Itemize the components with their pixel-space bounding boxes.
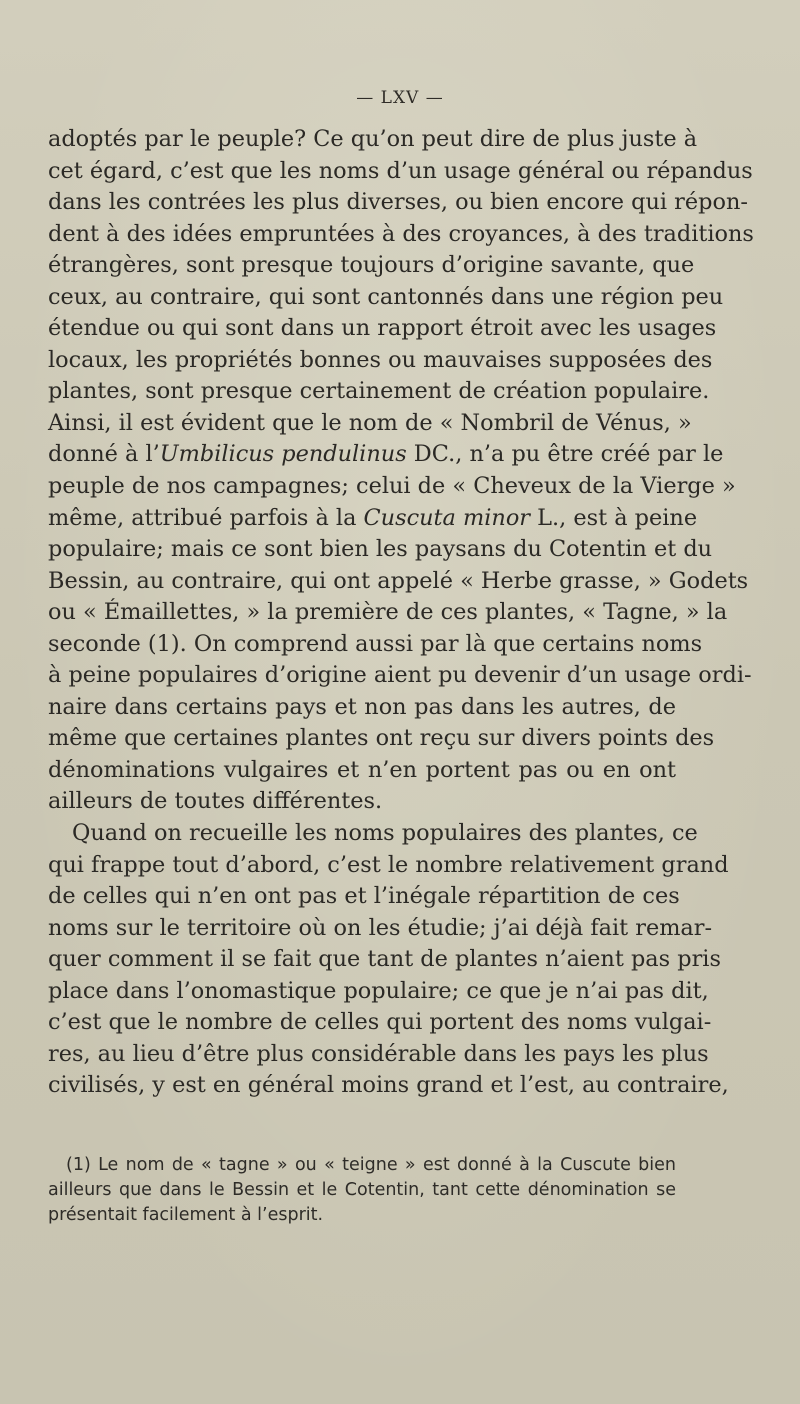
- text-segment: donné à l’: [48, 441, 160, 468]
- paragraph-1-line: adoptés par le peuple? Ce qu’on peut dire de plus juste à: [48, 126, 698, 152]
- paragraph-1-line: dénominations vulgaires et n’en portent pas ou en ont: [48, 756, 676, 783]
- paragraph-2-line: place dans l’onomastique populaire; ce que je n’ai pas dit,: [48, 977, 709, 1004]
- paragraph-1-line: étrangères, sont presque toujours d’origine savante, que: [48, 252, 695, 279]
- paragraph-2-line: de celles qui n’en ont pas et l’inégale répartition de ces: [48, 883, 680, 910]
- footnote: [48, 1153, 676, 1228]
- paragraph-1-line: ou « Émaillettes, » la première de ces plantes, « Tagne, » la: [48, 599, 728, 626]
- paragraph-1-line: [48, 503, 698, 535]
- paragraph-1-line: populaire; mais ce sont bien les paysans du Cotentin et du: [48, 536, 713, 563]
- paragraph-2-line: quer comment il se fait que tant de plantes n’aient pas pris: [48, 946, 721, 973]
- italic-species-name: Umbilicus pendulinus: [159, 441, 407, 468]
- paragraph-1-line: [48, 439, 724, 471]
- italic-species-name: Cuscuta minor: [363, 504, 531, 531]
- paragraph-1-line: plantes, sont presque certainement de création populaire.: [48, 378, 710, 405]
- paragraph-2-line: c’est que le nombre de celles qui portent des noms vulgai-: [48, 1009, 712, 1036]
- paragraph-2-line: res, au lieu d’être plus considérable dans les pays les plus: [48, 1040, 709, 1067]
- body-text: [48, 124, 754, 1102]
- paragraph-1-line: Ainsi, il est évident que le nom de « Nombril de Vénus, »: [48, 409, 692, 436]
- paragraph-1-line: Bessin, au contraire, qui ont appelé « Herbe grasse, » Godets: [48, 567, 749, 594]
- paragraph-1-line: à peine populaires d’origine aient pu devenir d’un usage ordi-: [48, 662, 752, 689]
- text-segment: même, attribué parfois à la: [48, 504, 364, 531]
- paragraph-1-line: seconde (1). On comprend aussi par là que certains noms: [48, 630, 703, 657]
- paragraph-1-line: naire dans certains pays et non pas dans les autres, de: [48, 693, 676, 720]
- paragraph-2-line: noms sur le territoire où on les étudie; j’ai déjà fait remar-: [48, 914, 713, 941]
- paragraph-1-line: même que certaines plantes ont reçu sur divers points des: [48, 725, 715, 752]
- paragraph-1-line: étendue ou qui sont dans un rapport étroit avec les usages: [48, 315, 717, 342]
- footnote-line: (1) Le nom de « tagne » ou « teigne » est donné à la Cuscute bien: [66, 1155, 676, 1175]
- paragraph-1: [48, 124, 754, 818]
- running-head: — LXV —: [356, 88, 444, 108]
- paragraph-2-line: civilisés, y est en général moins grand et l’est, au contraire,: [48, 1072, 729, 1099]
- paragraph-1-line: cet égard, c’est que les noms d’un usage général ou répandus: [48, 157, 753, 184]
- footnote-line: ailleurs que dans le Bessin et le Cotentin, tant cette dénomination se: [48, 1180, 676, 1200]
- footnote-line: présentait facilement à l’esprit.: [48, 1205, 324, 1225]
- paragraph-1-line: ceux, au contraire, qui sont cantonnés dans une région peu: [48, 283, 724, 310]
- paragraph-1-line: peuple de nos campagnes; celui de « Cheveux de la Vierge »: [48, 473, 736, 500]
- paragraph-2-line: Quand on recueille les noms populaires des plantes, ce: [72, 820, 698, 847]
- paragraph-1-line: dent à des idées empruntées à des croyances, à des traditions: [48, 220, 754, 247]
- text-segment: DC., n’a pu être créé par le: [406, 441, 724, 468]
- paragraph-1-line: ailleurs de toutes différentes.: [48, 788, 383, 815]
- text-segment: L., est à peine: [530, 504, 698, 531]
- paragraph-1-line: locaux, les propriétés bonnes ou mauvaises supposées des: [48, 346, 713, 373]
- paragraph-2: [48, 818, 729, 1102]
- paragraph-1-line: dans les contrées les plus diverses, ou bien encore qui répon-: [48, 189, 748, 216]
- paragraph-2-line: qui frappe tout d’abord, c’est le nombre relativement grand: [48, 851, 729, 878]
